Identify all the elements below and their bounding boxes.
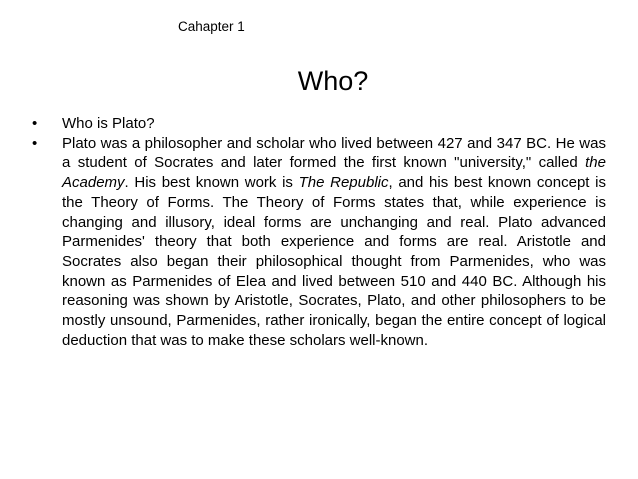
paragraph-text-part-1: Plato was a philosopher and scholar who lived between 427 and 347 BC. He was a student of Socrates and later formed the first known "university," called (62, 134, 606, 172)
bullet-paragraph (62, 134, 606, 351)
paragraph-text-part-2: . His best known work is (124, 174, 299, 192)
chapter-label: Cahapter 1 (178, 19, 245, 34)
italic-the-republic: The Republic (298, 174, 389, 192)
slide-title: Who? (297, 66, 369, 96)
paragraph-text-part-3: , and his best known concept is the Theory of Forms. The Theory of Forms states that, while experience is changing and illusory, ideal forms are unchanging and real. Plato advanced Parmenides' theory that both experience and forms are real. Aristotle and Socrates also began their philosophical thought from Parmenides, who was known as Parmenides of Elea and lived between 510 and 440 BC. Although his reasoning was shown by Aristotle, Socrates, Plato, and other philosophers to be mostly unsound, Parmenides, rather ironically, began the entire concept of logical deduction that was to make these scholars well-known. (62, 174, 606, 349)
bullet-item-who-is-plato (32, 114, 606, 134)
bullet-marker: • (32, 115, 38, 132)
bullet-text: Who is Plato? (62, 115, 155, 132)
italic-the-academy: the Academy (62, 154, 606, 192)
bullet-list (32, 114, 606, 350)
bullet-marker: • (32, 134, 38, 152)
bullet-item-plato-description (32, 134, 606, 351)
